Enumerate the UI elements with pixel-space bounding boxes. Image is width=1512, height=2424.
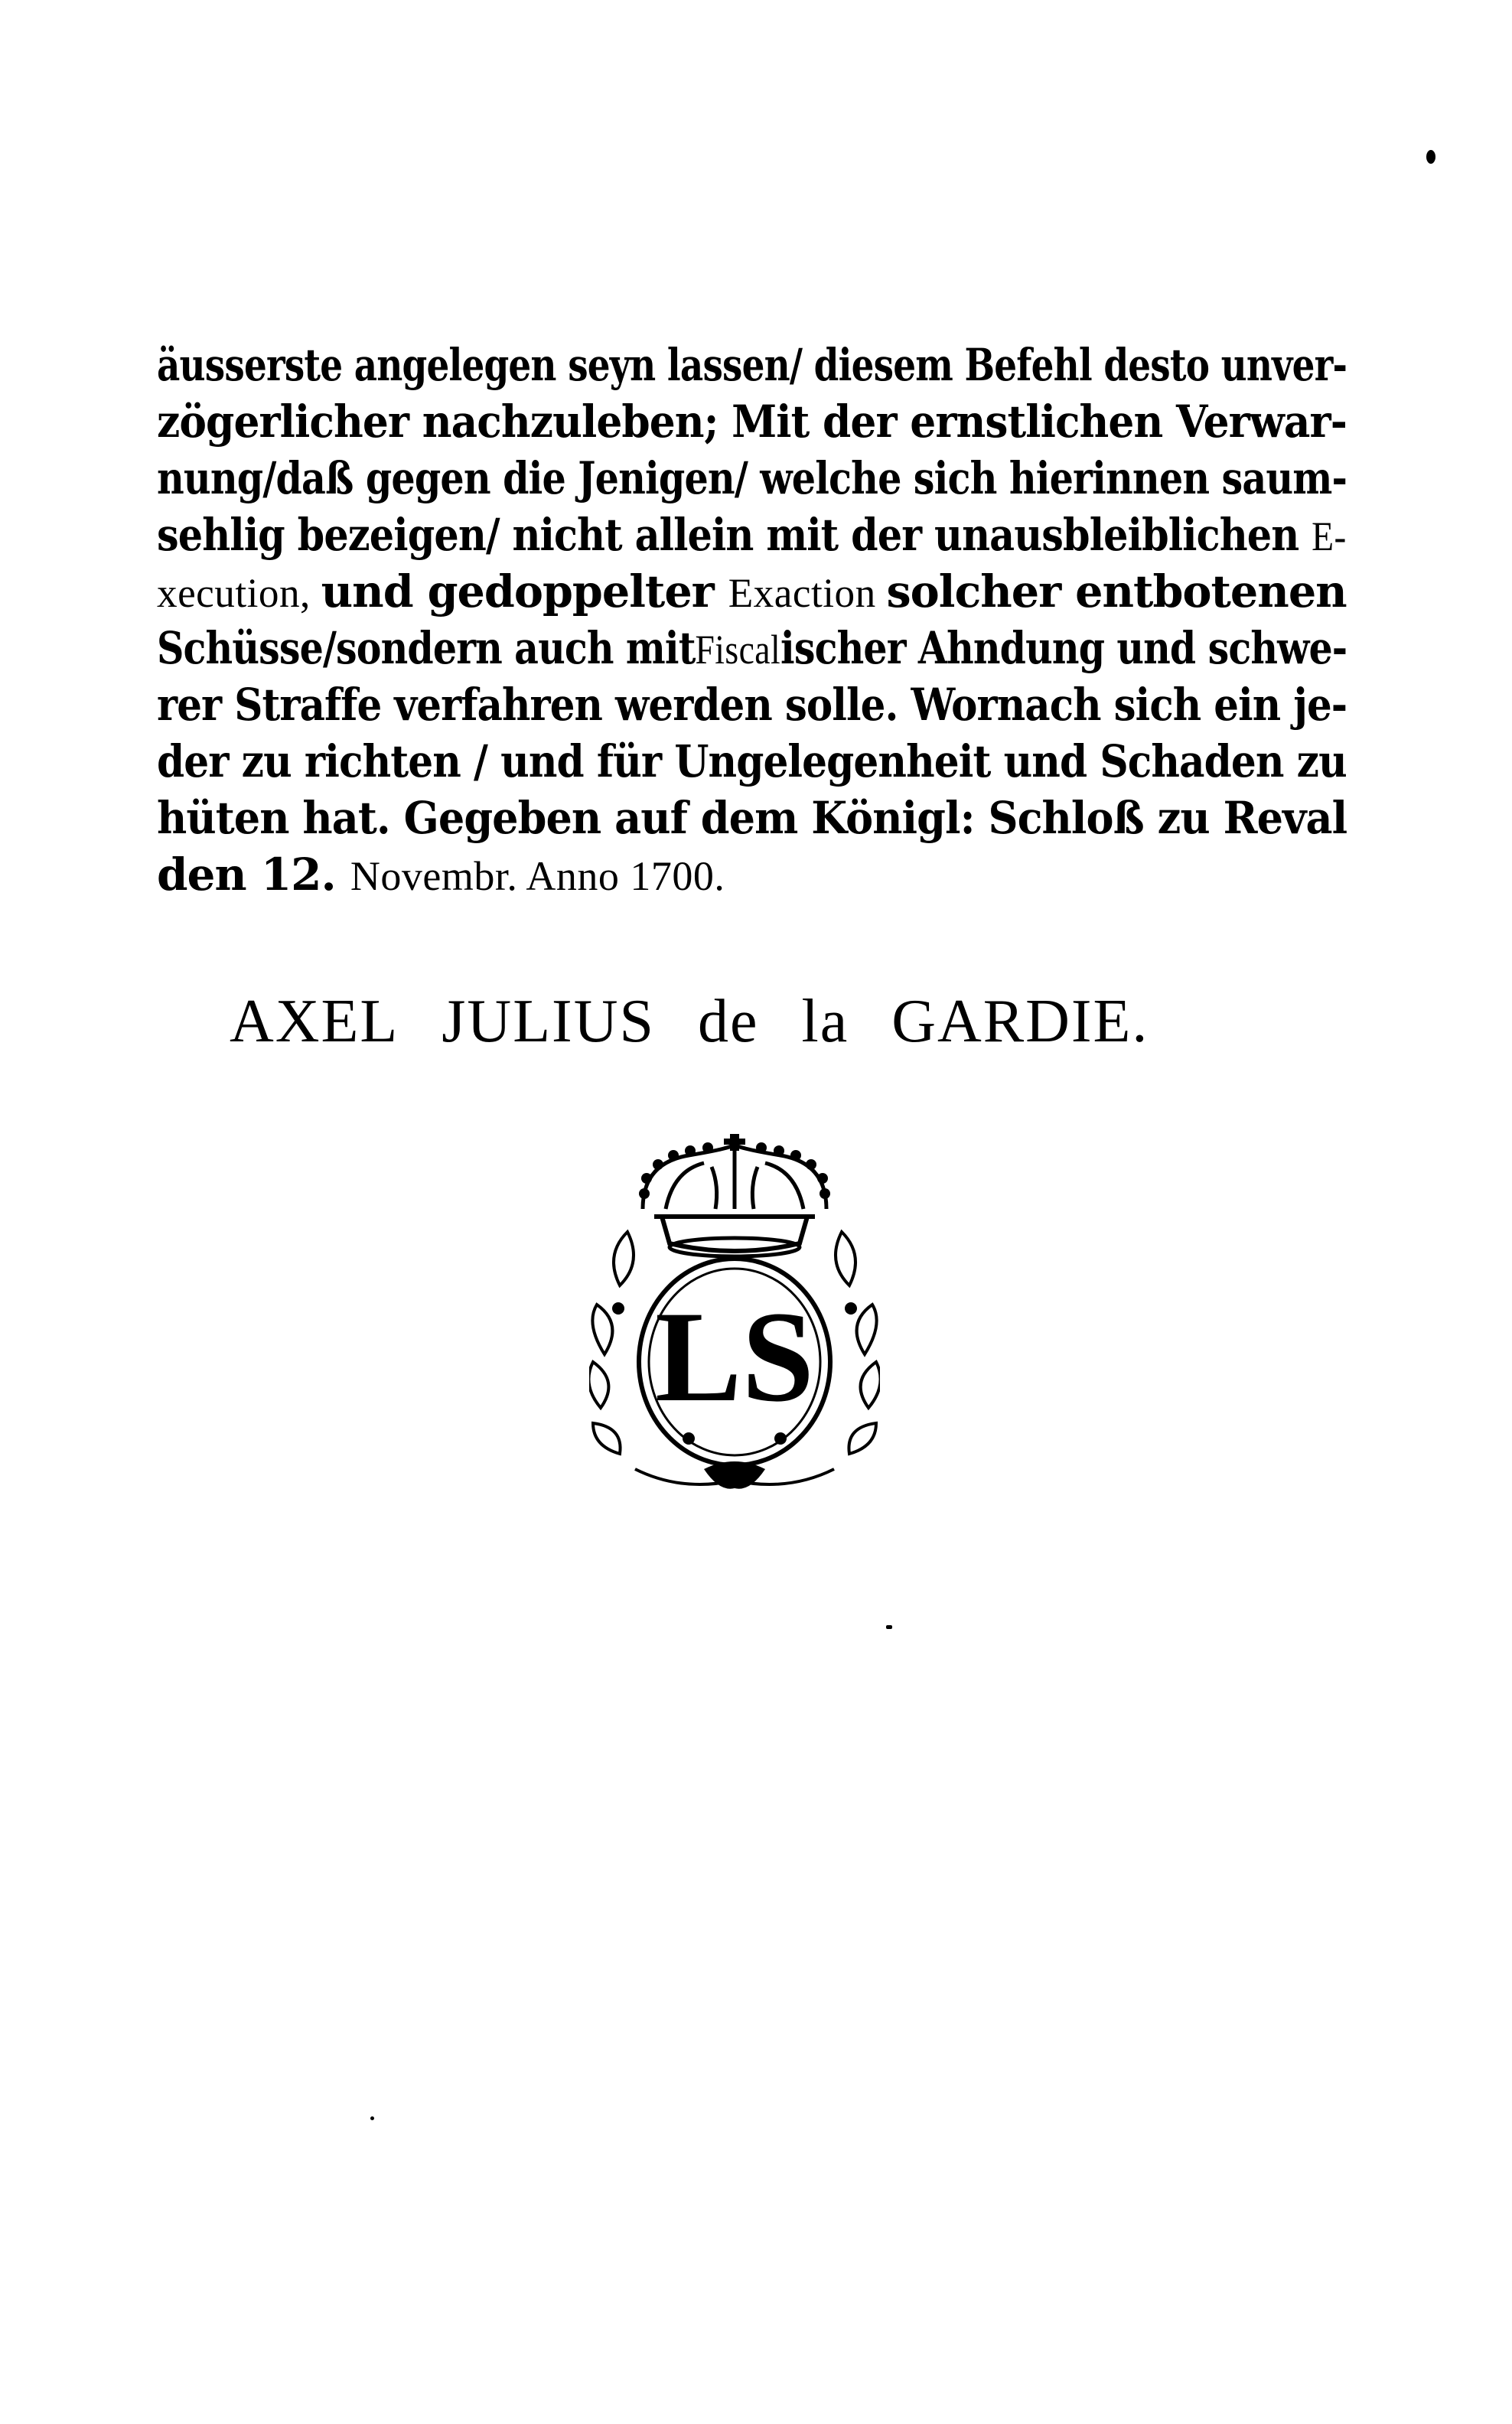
crown-icon [643, 1144, 826, 1256]
signature [230, 983, 1282, 1060]
body-line [157, 393, 1347, 450]
antiqua-text: E- [1312, 513, 1347, 559]
body-line [157, 620, 1347, 676]
scan-speck [1426, 150, 1435, 164]
fraktur-text: hüten hat. Gegeben auf dem Königl: Schloß zu Reval [157, 792, 1347, 844]
signature-word: la [801, 988, 849, 1055]
body-line [157, 676, 1347, 733]
fraktur-text: äusserste angelegen seyn lassen/ diesem Befehl desto unver- [157, 339, 1347, 391]
body-line [157, 733, 1347, 790]
body-line [157, 790, 1347, 846]
signature-word: AXEL [230, 988, 399, 1055]
fraktur-text: und gedoppelter [321, 565, 728, 617]
document-body [157, 337, 1347, 903]
body-line [157, 563, 1347, 620]
antiqua-text: Fiscal [695, 627, 781, 673]
signature-word: GARDIE. [891, 988, 1149, 1055]
fraktur-text: den 12. [157, 849, 350, 901]
fraktur-text: ischer Ahndung und schwe- [780, 622, 1347, 674]
body-line [157, 337, 1347, 393]
fraktur-text: rer Straffe verfahren werden solle. Wornach sich ein je- [157, 679, 1347, 731]
scan-speck [886, 1625, 892, 1629]
crowned-wreath-seal-icon [589, 1132, 880, 1500]
seal-monogram: LS [655, 1285, 814, 1429]
body-line-date [157, 846, 1347, 903]
fraktur-text: Schüsse/sondern auch mit [157, 622, 696, 674]
fraktur-text: sehlig bezeigen/ nicht allein mit der unausbleiblichen [157, 509, 1312, 561]
antiqua-text: Exaction [728, 570, 887, 616]
fraktur-text: solcher entbotenen [886, 565, 1347, 617]
scan-speck [370, 2116, 374, 2120]
fraktur-text: der zu richten / und für Ungelegenheit und Schaden zu [157, 735, 1347, 787]
body-line [157, 450, 1347, 507]
signature-word: JULIUS [442, 988, 655, 1055]
antiqua-text: Novembr. Anno 1700. [350, 853, 725, 899]
fraktur-text: zögerlicher nachzuleben; Mit der ernstlichen Verwar- [157, 396, 1347, 448]
signature-word: de [697, 988, 759, 1055]
antiqua-text: xecution, [157, 570, 321, 616]
fraktur-text: nung/daß gegen die Jenigen/ welche sich hierinnen saum- [157, 452, 1347, 504]
body-line [157, 507, 1347, 563]
